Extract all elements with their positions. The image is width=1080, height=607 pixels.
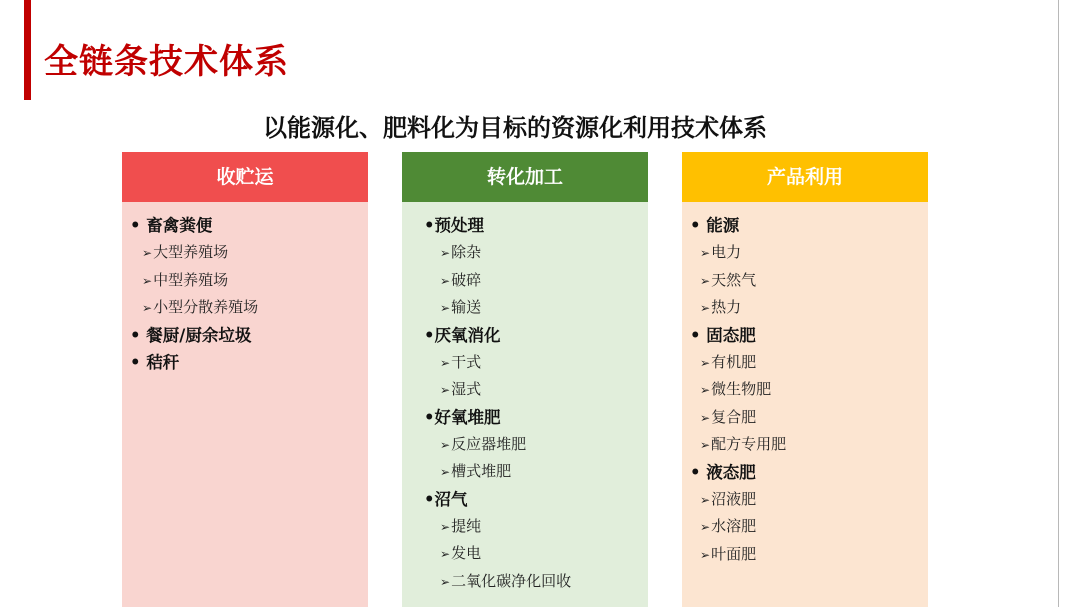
- column-body: [682, 202, 928, 607]
- arrowhead-icon: ➢: [440, 547, 451, 561]
- list-item-label: 槽式堆肥: [451, 462, 512, 480]
- list-item-label: 复合肥: [711, 407, 757, 426]
- list-item-label: 干式: [451, 352, 482, 371]
- column-header: 收贮运: [122, 152, 368, 202]
- group-heading: • 能源: [690, 216, 740, 235]
- page-title: 全链条技术体系: [44, 42, 289, 82]
- arrowhead-icon: ➢: [700, 246, 711, 260]
- list-item: [682, 486, 928, 514]
- list-item: [402, 458, 648, 486]
- arrowhead-icon: ➢: [440, 437, 451, 452]
- list-item: [402, 267, 648, 295]
- list-item-label: 沼液肥: [711, 489, 757, 508]
- list-item: [682, 239, 928, 267]
- column-header: 产品利用: [682, 152, 928, 202]
- list-item-label: 中型养殖场: [153, 270, 229, 289]
- list-item-label: 提纯: [451, 516, 482, 535]
- arrowhead-icon: ➢: [440, 273, 451, 288]
- arrowhead-icon: ➢: [440, 301, 451, 315]
- group-heading: • 固态肥: [690, 325, 756, 345]
- list-item-label: 湿式: [451, 380, 482, 398]
- list-item-label: 反应器堆肥: [451, 434, 527, 453]
- list-item: [122, 239, 368, 267]
- list-item: [682, 541, 928, 569]
- list-item-label: 有机肥: [711, 352, 757, 371]
- group-heading: •好氧堆肥: [424, 407, 501, 427]
- list-item: [682, 431, 928, 459]
- arrowhead-icon: ➢: [440, 246, 451, 260]
- column-conversion-processing: [402, 152, 648, 607]
- list-item: [682, 349, 928, 377]
- arrowhead-icon: ➢: [142, 246, 153, 260]
- column-body: [122, 202, 368, 607]
- arrowhead-icon: ➢: [700, 547, 711, 562]
- arrowhead-icon: ➢: [440, 383, 451, 397]
- list-item-label: 微生物肥: [711, 380, 772, 398]
- group-heading: • 秸秆: [130, 352, 180, 372]
- group-heading: •预处理: [424, 216, 485, 235]
- title-accent-bar: [24, 0, 31, 100]
- list-item: [402, 294, 648, 322]
- group-heading: •厌氧消化: [424, 325, 501, 345]
- arrowhead-icon: ➢: [700, 301, 711, 315]
- arrowhead-icon: ➢: [440, 574, 451, 589]
- list-item: [402, 540, 648, 568]
- list-item: [402, 431, 648, 459]
- list-item-label: 天然气: [711, 270, 757, 289]
- list-item: [682, 294, 928, 322]
- list-item-label: 热力: [711, 298, 742, 316]
- column-collection-storage-transport: [122, 152, 368, 607]
- arrowhead-icon: ➢: [700, 438, 711, 452]
- column-body: [402, 202, 648, 607]
- arrowhead-icon: ➢: [142, 301, 153, 315]
- list-item-label: 二氧化碳净化回收: [451, 571, 572, 590]
- list-item-label: 输送: [451, 298, 482, 316]
- list-item: [682, 513, 928, 541]
- group-heading: • 畜禽粪便: [130, 216, 213, 235]
- list-item: [402, 376, 648, 404]
- list-item: [682, 267, 928, 295]
- group-heading: •沼气: [424, 489, 468, 509]
- list-item: [402, 568, 648, 596]
- list-item-label: 电力: [711, 243, 742, 261]
- list-item: [402, 239, 648, 267]
- arrowhead-icon: ➢: [700, 520, 711, 534]
- list-item-label: 小型分散养殖场: [153, 298, 259, 316]
- list-item-label: 大型养殖场: [153, 243, 229, 261]
- slide-edge-divider: [1058, 0, 1059, 607]
- list-item-label: 水溶肥: [711, 517, 757, 535]
- arrowhead-icon: ➢: [700, 355, 711, 370]
- page-subtitle: 以能源化、肥料化为目标的资源化利用技术体系: [263, 114, 767, 142]
- list-item-label: 配方专用肥: [711, 435, 787, 453]
- arrowhead-icon: ➢: [440, 465, 451, 479]
- arrowhead-icon: ➢: [142, 273, 153, 288]
- list-item-label: 破碎: [451, 270, 482, 289]
- list-item: [402, 349, 648, 377]
- group-heading: • 餐厨/厨余垃圾: [130, 325, 252, 345]
- list-item: [122, 294, 368, 322]
- list-item: [682, 404, 928, 432]
- arrowhead-icon: ➢: [440, 519, 451, 534]
- list-item: [682, 376, 928, 404]
- arrowhead-icon: ➢: [440, 355, 451, 370]
- arrowhead-icon: ➢: [700, 383, 711, 397]
- list-item: [122, 267, 368, 295]
- list-item-label: 发电: [451, 544, 482, 562]
- arrowhead-icon: ➢: [700, 273, 711, 288]
- group-heading: • 液态肥: [690, 462, 756, 482]
- arrowhead-icon: ➢: [700, 410, 711, 425]
- list-item-label: 除杂: [451, 243, 482, 261]
- arrowhead-icon: ➢: [700, 492, 711, 507]
- column-product-utilization: [682, 152, 928, 607]
- list-item: [402, 513, 648, 541]
- list-item-label: 叶面肥: [711, 544, 757, 563]
- column-header: 转化加工: [402, 152, 648, 202]
